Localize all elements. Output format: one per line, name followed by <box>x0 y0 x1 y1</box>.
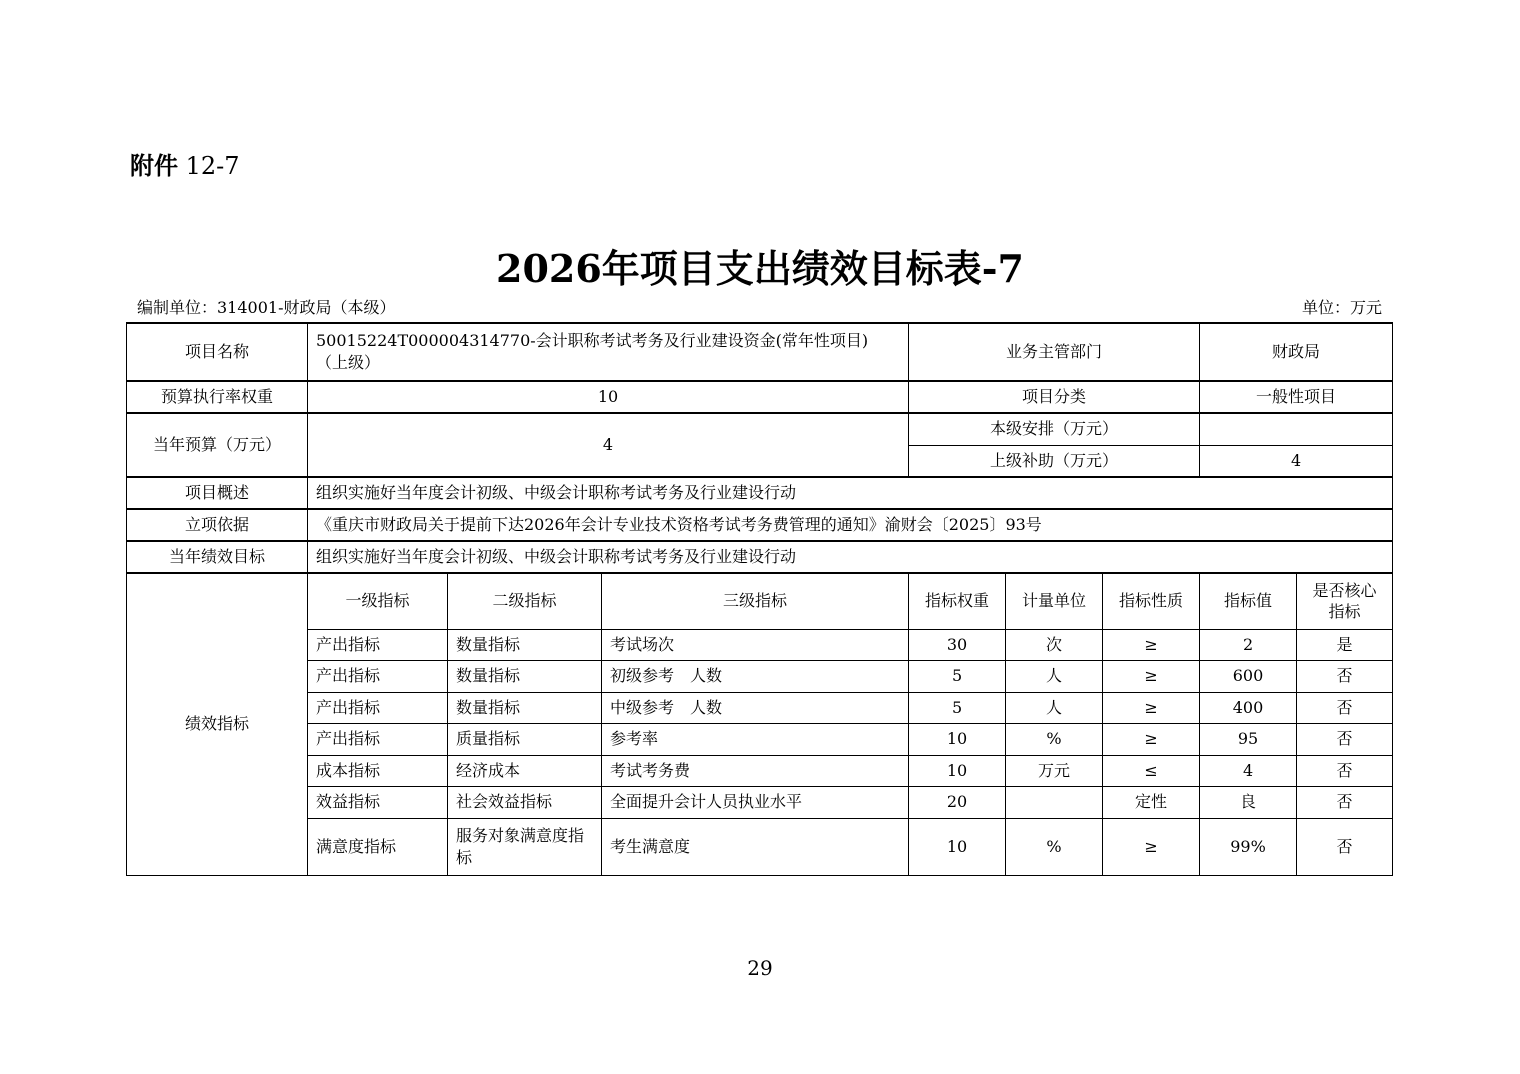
cell-unit <box>1006 786 1103 818</box>
attachment-label <box>130 146 240 181</box>
cell-core: 是 <box>1297 629 1393 660</box>
cell-nature: ≥ <box>1103 723 1200 755</box>
cell-level2: 社会效益指标 <box>448 786 602 818</box>
header-nature: 指标性质 <box>1103 573 1200 629</box>
dept-label: 业务主管部门 <box>909 323 1200 381</box>
cell-nature: ≥ <box>1103 660 1200 692</box>
cell-value: 99% <box>1200 818 1297 875</box>
category-label: 项目分类 <box>909 381 1200 413</box>
indicators-section-label: 绩效指标 <box>127 573 308 875</box>
upper-label: 上级补助（万元） <box>909 445 1200 477</box>
weight-value: 10 <box>308 381 909 413</box>
cell-core: 否 <box>1297 786 1393 818</box>
budget-value: 4 <box>308 413 909 477</box>
header-value: 指标值 <box>1200 573 1297 629</box>
cell-value: 95 <box>1200 723 1297 755</box>
category-value: 一般性项目 <box>1200 381 1393 413</box>
table-row <box>127 660 1393 692</box>
cell-level3: 全面提升会计人员执业水平 <box>602 786 909 818</box>
page-number: 29 <box>747 956 773 980</box>
cell-unit: 万元 <box>1006 755 1103 786</box>
cell-value: 400 <box>1200 692 1297 723</box>
cell-value: 600 <box>1200 660 1297 692</box>
cell-unit: % <box>1006 818 1103 875</box>
table-row <box>127 786 1393 818</box>
cell-core: 否 <box>1297 818 1393 875</box>
cell-unit: % <box>1006 723 1103 755</box>
cell-level1: 成本指标 <box>308 755 448 786</box>
overview-label: 项目概述 <box>127 477 308 509</box>
table-row <box>127 723 1393 755</box>
table-row <box>127 692 1393 723</box>
cell-value: 4 <box>1200 755 1297 786</box>
goal-label: 当年绩效目标 <box>127 541 308 573</box>
cell-weight: 10 <box>909 723 1006 755</box>
goal-value: 组织实施好当年度会计初级、中级会计职称考试考务及行业建设行动 <box>308 541 1393 573</box>
table-row <box>127 629 1393 660</box>
cell-level1: 产出指标 <box>308 629 448 660</box>
cell-core: 否 <box>1297 723 1393 755</box>
cell-unit: 次 <box>1006 629 1103 660</box>
page-title: 2026年项目支出绩效目标表-7 <box>496 246 1024 291</box>
table-row <box>127 818 1393 875</box>
cell-level2: 经济成本 <box>448 755 602 786</box>
table-row <box>127 755 1393 786</box>
performance-target-table <box>126 322 1393 876</box>
cell-weight: 20 <box>909 786 1006 818</box>
header-unit: 计量单位 <box>1006 573 1103 629</box>
cell-nature: ≥ <box>1103 692 1200 723</box>
cell-level2: 数量指标 <box>448 629 602 660</box>
cell-level2: 质量指标 <box>448 723 602 755</box>
weight-label: 预算执行率权重 <box>127 381 308 413</box>
cell-level1: 产出指标 <box>308 692 448 723</box>
header-level1: 一级指标 <box>308 573 448 629</box>
cell-level3: 中级参考 人数 <box>602 692 909 723</box>
header-core: 是否核心指标 <box>1297 573 1393 629</box>
cell-weight: 30 <box>909 629 1006 660</box>
cell-level2: 服务对象满意度指标 <box>448 818 602 875</box>
cell-level1: 满意度指标 <box>308 818 448 875</box>
attachment-prefix: 附件 <box>130 152 178 180</box>
cell-level3: 参考率 <box>602 723 909 755</box>
cell-core: 否 <box>1297 755 1393 786</box>
cell-level3: 考试考务费 <box>602 755 909 786</box>
cell-nature: 定性 <box>1103 786 1200 818</box>
cell-level1: 产出指标 <box>308 723 448 755</box>
budget-label: 当年预算（万元） <box>127 413 308 477</box>
project-name-label: 项目名称 <box>127 323 308 381</box>
overview-value: 组织实施好当年度会计初级、中级会计职称考试考务及行业建设行动 <box>308 477 1393 509</box>
header-level3: 三级指标 <box>602 573 909 629</box>
cell-unit: 人 <box>1006 660 1103 692</box>
cell-level3: 考生满意度 <box>602 818 909 875</box>
header-level2: 二级指标 <box>448 573 602 629</box>
basis-label: 立项依据 <box>127 509 308 541</box>
header-weight: 指标权重 <box>909 573 1006 629</box>
cell-value: 良 <box>1200 786 1297 818</box>
dept-value: 财政局 <box>1200 323 1393 381</box>
currency-unit: 单位：万元 <box>1301 298 1382 317</box>
cell-weight: 5 <box>909 660 1006 692</box>
cell-level3: 考试场次 <box>602 629 909 660</box>
cell-level1: 产出指标 <box>308 660 448 692</box>
cell-value: 2 <box>1200 629 1297 660</box>
basis-value: 《重庆市财政局关于提前下达2026年会计专业技术资格考试考务费管理的通知》渝财会〔2025〕93号 <box>308 509 1393 541</box>
cell-core: 否 <box>1297 692 1393 723</box>
cell-weight: 10 <box>909 818 1006 875</box>
cell-level1: 效益指标 <box>308 786 448 818</box>
local-label: 本级安排（万元） <box>909 413 1200 445</box>
attachment-number: 12-7 <box>185 152 240 180</box>
local-value <box>1200 413 1393 445</box>
cell-level3: 初级参考 人数 <box>602 660 909 692</box>
cell-nature: ≤ <box>1103 755 1200 786</box>
cell-nature: ≥ <box>1103 818 1200 875</box>
cell-unit: 人 <box>1006 692 1103 723</box>
cell-level2: 数量指标 <box>448 660 602 692</box>
cell-core: 否 <box>1297 660 1393 692</box>
compiling-unit: 编制单位：314001-财政局（本级） <box>137 298 396 317</box>
cell-level2: 数量指标 <box>448 692 602 723</box>
cell-weight: 5 <box>909 692 1006 723</box>
project-name-value: 50015224T000004314770-会计职称考试考务及行业建设资金(常年性项目)（上级） <box>308 323 909 381</box>
cell-weight: 10 <box>909 755 1006 786</box>
upper-value: 4 <box>1200 445 1393 477</box>
cell-nature: ≥ <box>1103 629 1200 660</box>
